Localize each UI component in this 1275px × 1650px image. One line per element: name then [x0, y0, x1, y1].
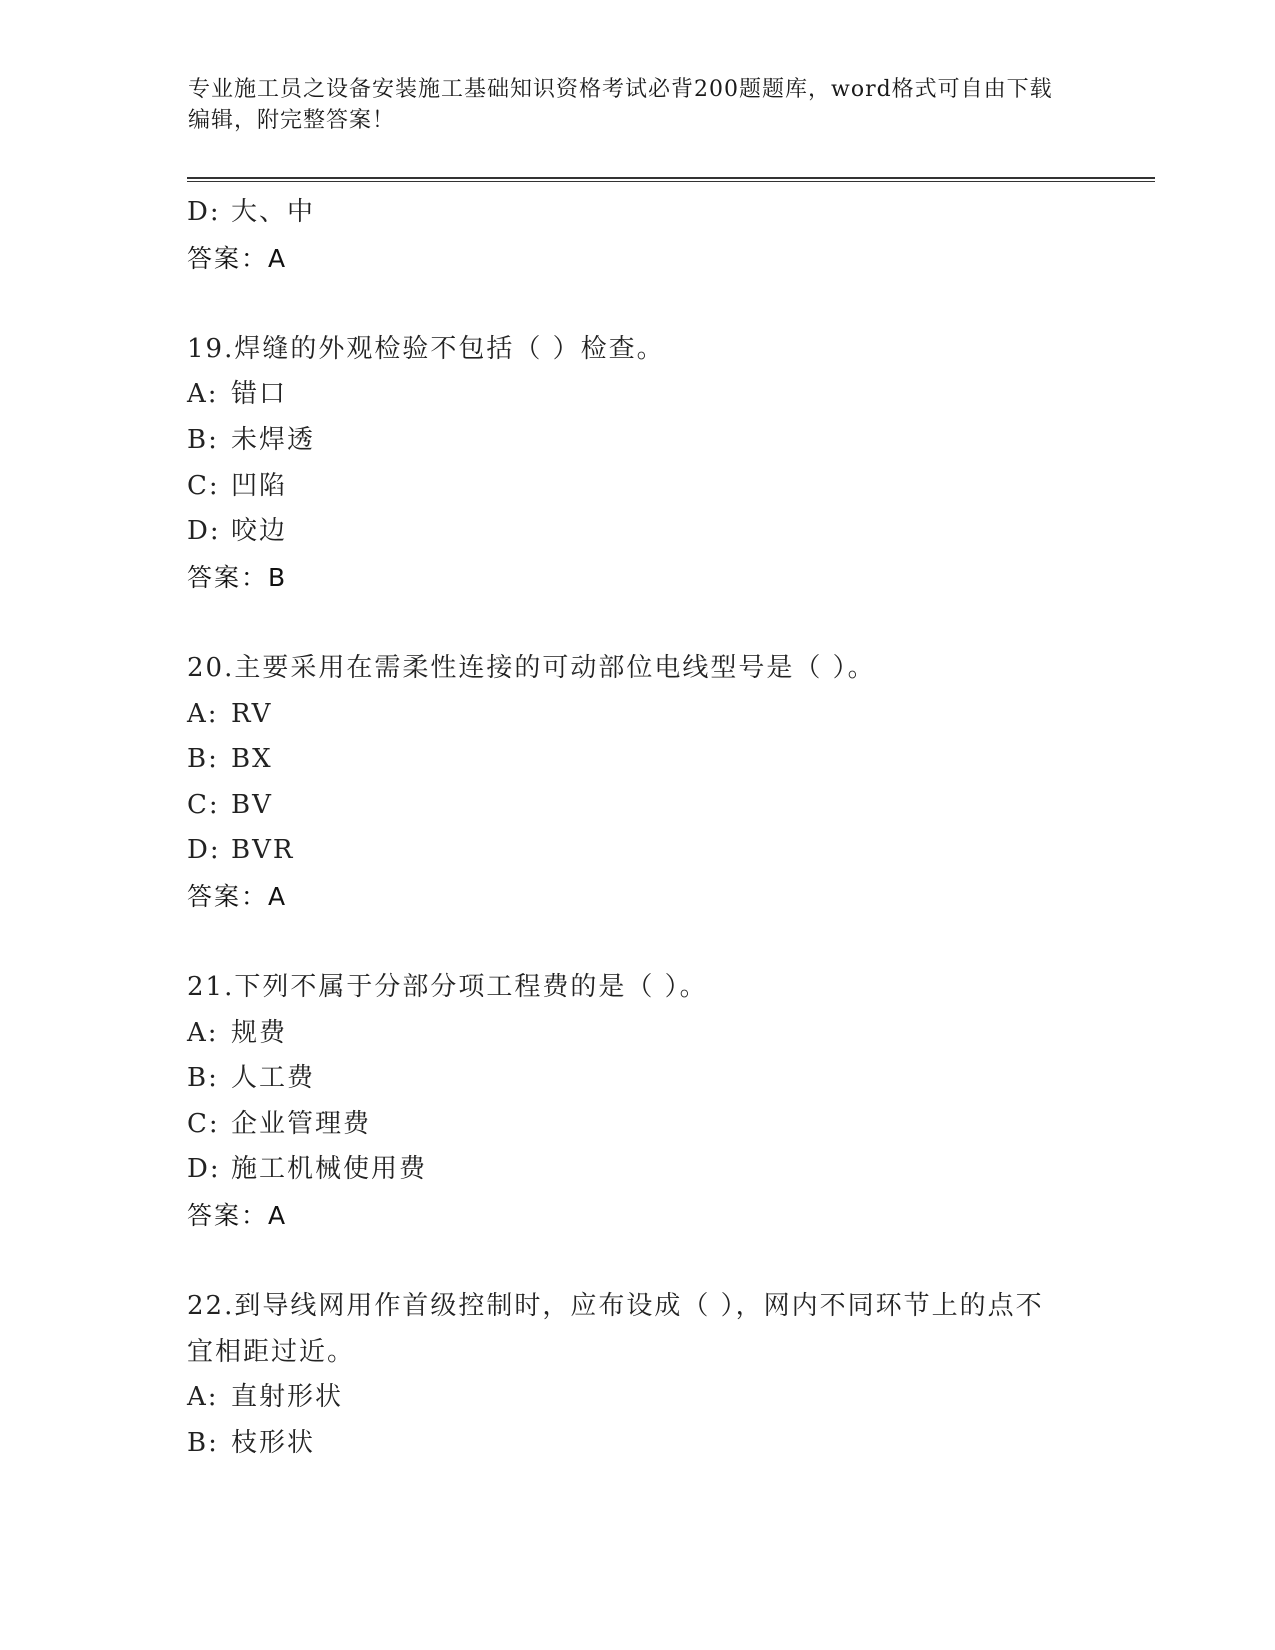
- option-text: 错口: [231, 379, 288, 410]
- option-label: D:: [187, 516, 221, 547]
- question-list: [187, 190, 1087, 1467]
- question-block: [187, 646, 1087, 920]
- option-text: 规费: [231, 1017, 288, 1048]
- option-text: 人工费: [231, 1063, 316, 1094]
- option-label: C:: [187, 470, 220, 501]
- question-block: [187, 327, 1087, 601]
- option-b: [187, 1056, 1087, 1102]
- option-b: [187, 418, 1087, 464]
- option-text: 枝形状: [231, 1428, 316, 1459]
- option-label: C:: [187, 789, 220, 820]
- option-text: BVR: [231, 835, 295, 866]
- option-text: 企业管理费: [231, 1108, 372, 1139]
- question-block: [187, 1284, 1087, 1466]
- option-d: [187, 190, 1087, 236]
- option-text: 凹陷: [231, 470, 288, 501]
- option-c: [187, 1102, 1087, 1148]
- option-label: A:: [187, 379, 219, 410]
- spacer: [187, 920, 1087, 966]
- spacer: [187, 1239, 1087, 1285]
- option-text: BX: [231, 744, 273, 775]
- option-label: A:: [187, 698, 219, 729]
- option-text: 咬边: [231, 516, 288, 547]
- header-title: 专业施工员之设备安装施工基础知识资格考试必背200题题库，word格式可自由下载编辑，附完整答案！: [188, 77, 1053, 133]
- option-a: [187, 692, 1087, 738]
- option-label: D:: [187, 835, 221, 866]
- option-text: BV: [231, 789, 273, 820]
- option-label: A:: [187, 1382, 219, 1413]
- question-stem: 21.下列不属于分部分项工程费的是（ ）。: [187, 972, 708, 1003]
- question-stem: 19.焊缝的外观检验不包括（ ）检查。: [187, 333, 665, 364]
- option-c: [187, 783, 1087, 829]
- spacer: [187, 600, 1087, 646]
- option-text: 直射形状: [231, 1382, 344, 1413]
- option-text: RV: [231, 698, 273, 729]
- option-text: 未焊透: [231, 424, 316, 455]
- header-divider: [187, 177, 1155, 182]
- option-d: [187, 509, 1087, 555]
- option-label: B:: [187, 424, 219, 455]
- option-label: D:: [187, 197, 221, 227]
- question-stem: 20.主要采用在需柔性连接的可动部位电线型号是（ ）。: [187, 652, 876, 683]
- answer-line: 答案：A: [187, 1201, 288, 1231]
- option-b: [187, 1421, 1087, 1467]
- spacer: [187, 281, 1087, 327]
- option-label: A:: [187, 1017, 219, 1048]
- option-text: 大、中: [231, 197, 316, 227]
- question-stem: 22.到导线网用作首级控制时，应布设成（ ），网内不同环节上的点不宜相距过近。: [187, 1291, 1044, 1367]
- option-a: [187, 1375, 1087, 1421]
- document-header: [188, 74, 1068, 136]
- option-label: B:: [187, 1428, 219, 1459]
- option-label: B:: [187, 744, 219, 775]
- option-text: 施工机械使用费: [231, 1154, 428, 1185]
- option-label: B:: [187, 1063, 219, 1094]
- answer-line: 答案：A: [187, 243, 288, 273]
- option-b: [187, 737, 1087, 783]
- question-block: [187, 965, 1087, 1239]
- option-a: [187, 1011, 1087, 1057]
- option-c: [187, 464, 1087, 510]
- option-d: [187, 828, 1087, 874]
- option-d: [187, 1147, 1087, 1193]
- option-label: C:: [187, 1108, 220, 1139]
- answer-line: 答案：A: [187, 881, 288, 911]
- option-a: [187, 372, 1087, 418]
- answer-line: 答案：B: [187, 562, 288, 592]
- option-label: D:: [187, 1154, 221, 1185]
